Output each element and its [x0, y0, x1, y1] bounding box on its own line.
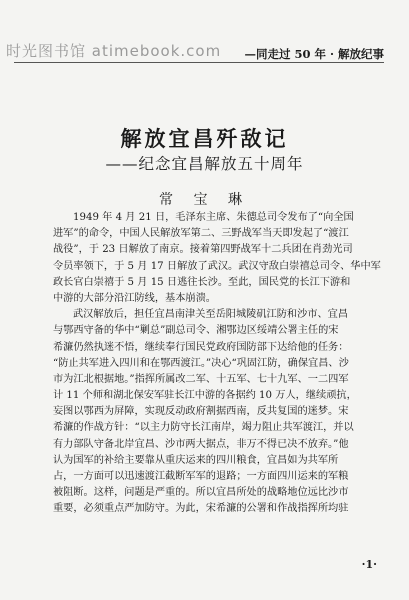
body-line: 中游的大部分沿江防线，基本崩溃。 [53, 292, 216, 304]
body-line: 1949 年 4 月 21 日，毛泽东主席、朱德总司令发布了“向全国 [73, 212, 354, 223]
body-line: 进军”的命令，中国人民解放军第二、三野战军当天即发起了“渡江 [53, 228, 349, 240]
running-head: —同走过 50 年 · 解放纪事 [244, 47, 384, 61]
body-line: 希濂仍然执迷不悟，继续奉行国民党政府国防部下达给他的任务： [53, 341, 349, 353]
body-line: 有力部队守备北岸宜昌、沙市两大据点，非万不得已决不放弃。”他 [53, 438, 349, 450]
watermark-text: 时光图书馆 atimebook.com [6, 42, 222, 60]
author-name: 常 宝 琳 [159, 192, 250, 208]
article-title: 解放宜昌歼敌记 [120, 126, 289, 151]
body-line: 与鄂西守备的华中“剿总”副总司令、湘鄂边区绥靖公署主任的宋 [53, 325, 339, 337]
body-line: 希濂的作战方针：“以主力防守长江南岸，竭力阻止共军渡江，并以 [53, 422, 354, 434]
body-line: 被阻断。这样，问题是严重的。所以宜昌所处的战略地位远比沙市 [53, 487, 349, 499]
body-line: 政长官白崇禧于 5 月 15 日逃往长沙。至此，国民党的长江下游和 [53, 276, 351, 288]
article-body [53, 210, 383, 518]
body-line: 妄图以鄂西为屏障，实现反动政府割据西南，反共复国的迷梦。宋 [53, 406, 349, 418]
body-line: 战役”，于 23 日解放了南京。接着第四野战军十二兵团在肖劲光司 [53, 244, 353, 256]
body-line: 市为江北根据地。”指挥所属改二军、十五军、七十九军、一二四军 [53, 373, 349, 385]
body-line: 武汉解放后，担任宜昌南津关至岳阳城陵矶江防和沙市、宜昌 [73, 309, 349, 321]
article-subtitle: ——纪念宜昌解放五十周年 [105, 155, 304, 173]
body-line: 重要，必须重点严加防守。为此，宋希濂的公署和作战指挥所均驻 [53, 503, 349, 515]
body-line: 计 11 个师和湖北保安军驻长江中游的各据约 10 万人，继续顽抗， [53, 390, 357, 402]
body-line: 认为国军的补给主要靠从重庆运来的四川粮食，宜昌如为共军所 [53, 454, 339, 466]
page-number: ·1· [361, 558, 377, 571]
body-line: “防止共军进入四川和在鄂西渡江。”决心“巩固江防，确保宜昌、沙 [53, 357, 349, 369]
body-line: 占，一方面可以迅速渡江截断军军的退路；一方面四川运来的军粮 [53, 471, 349, 482]
body-line: 令员率领下，于 5 月 17 日解放了武汉。武汉守敌白崇禧总司令、华中军 [53, 260, 381, 272]
